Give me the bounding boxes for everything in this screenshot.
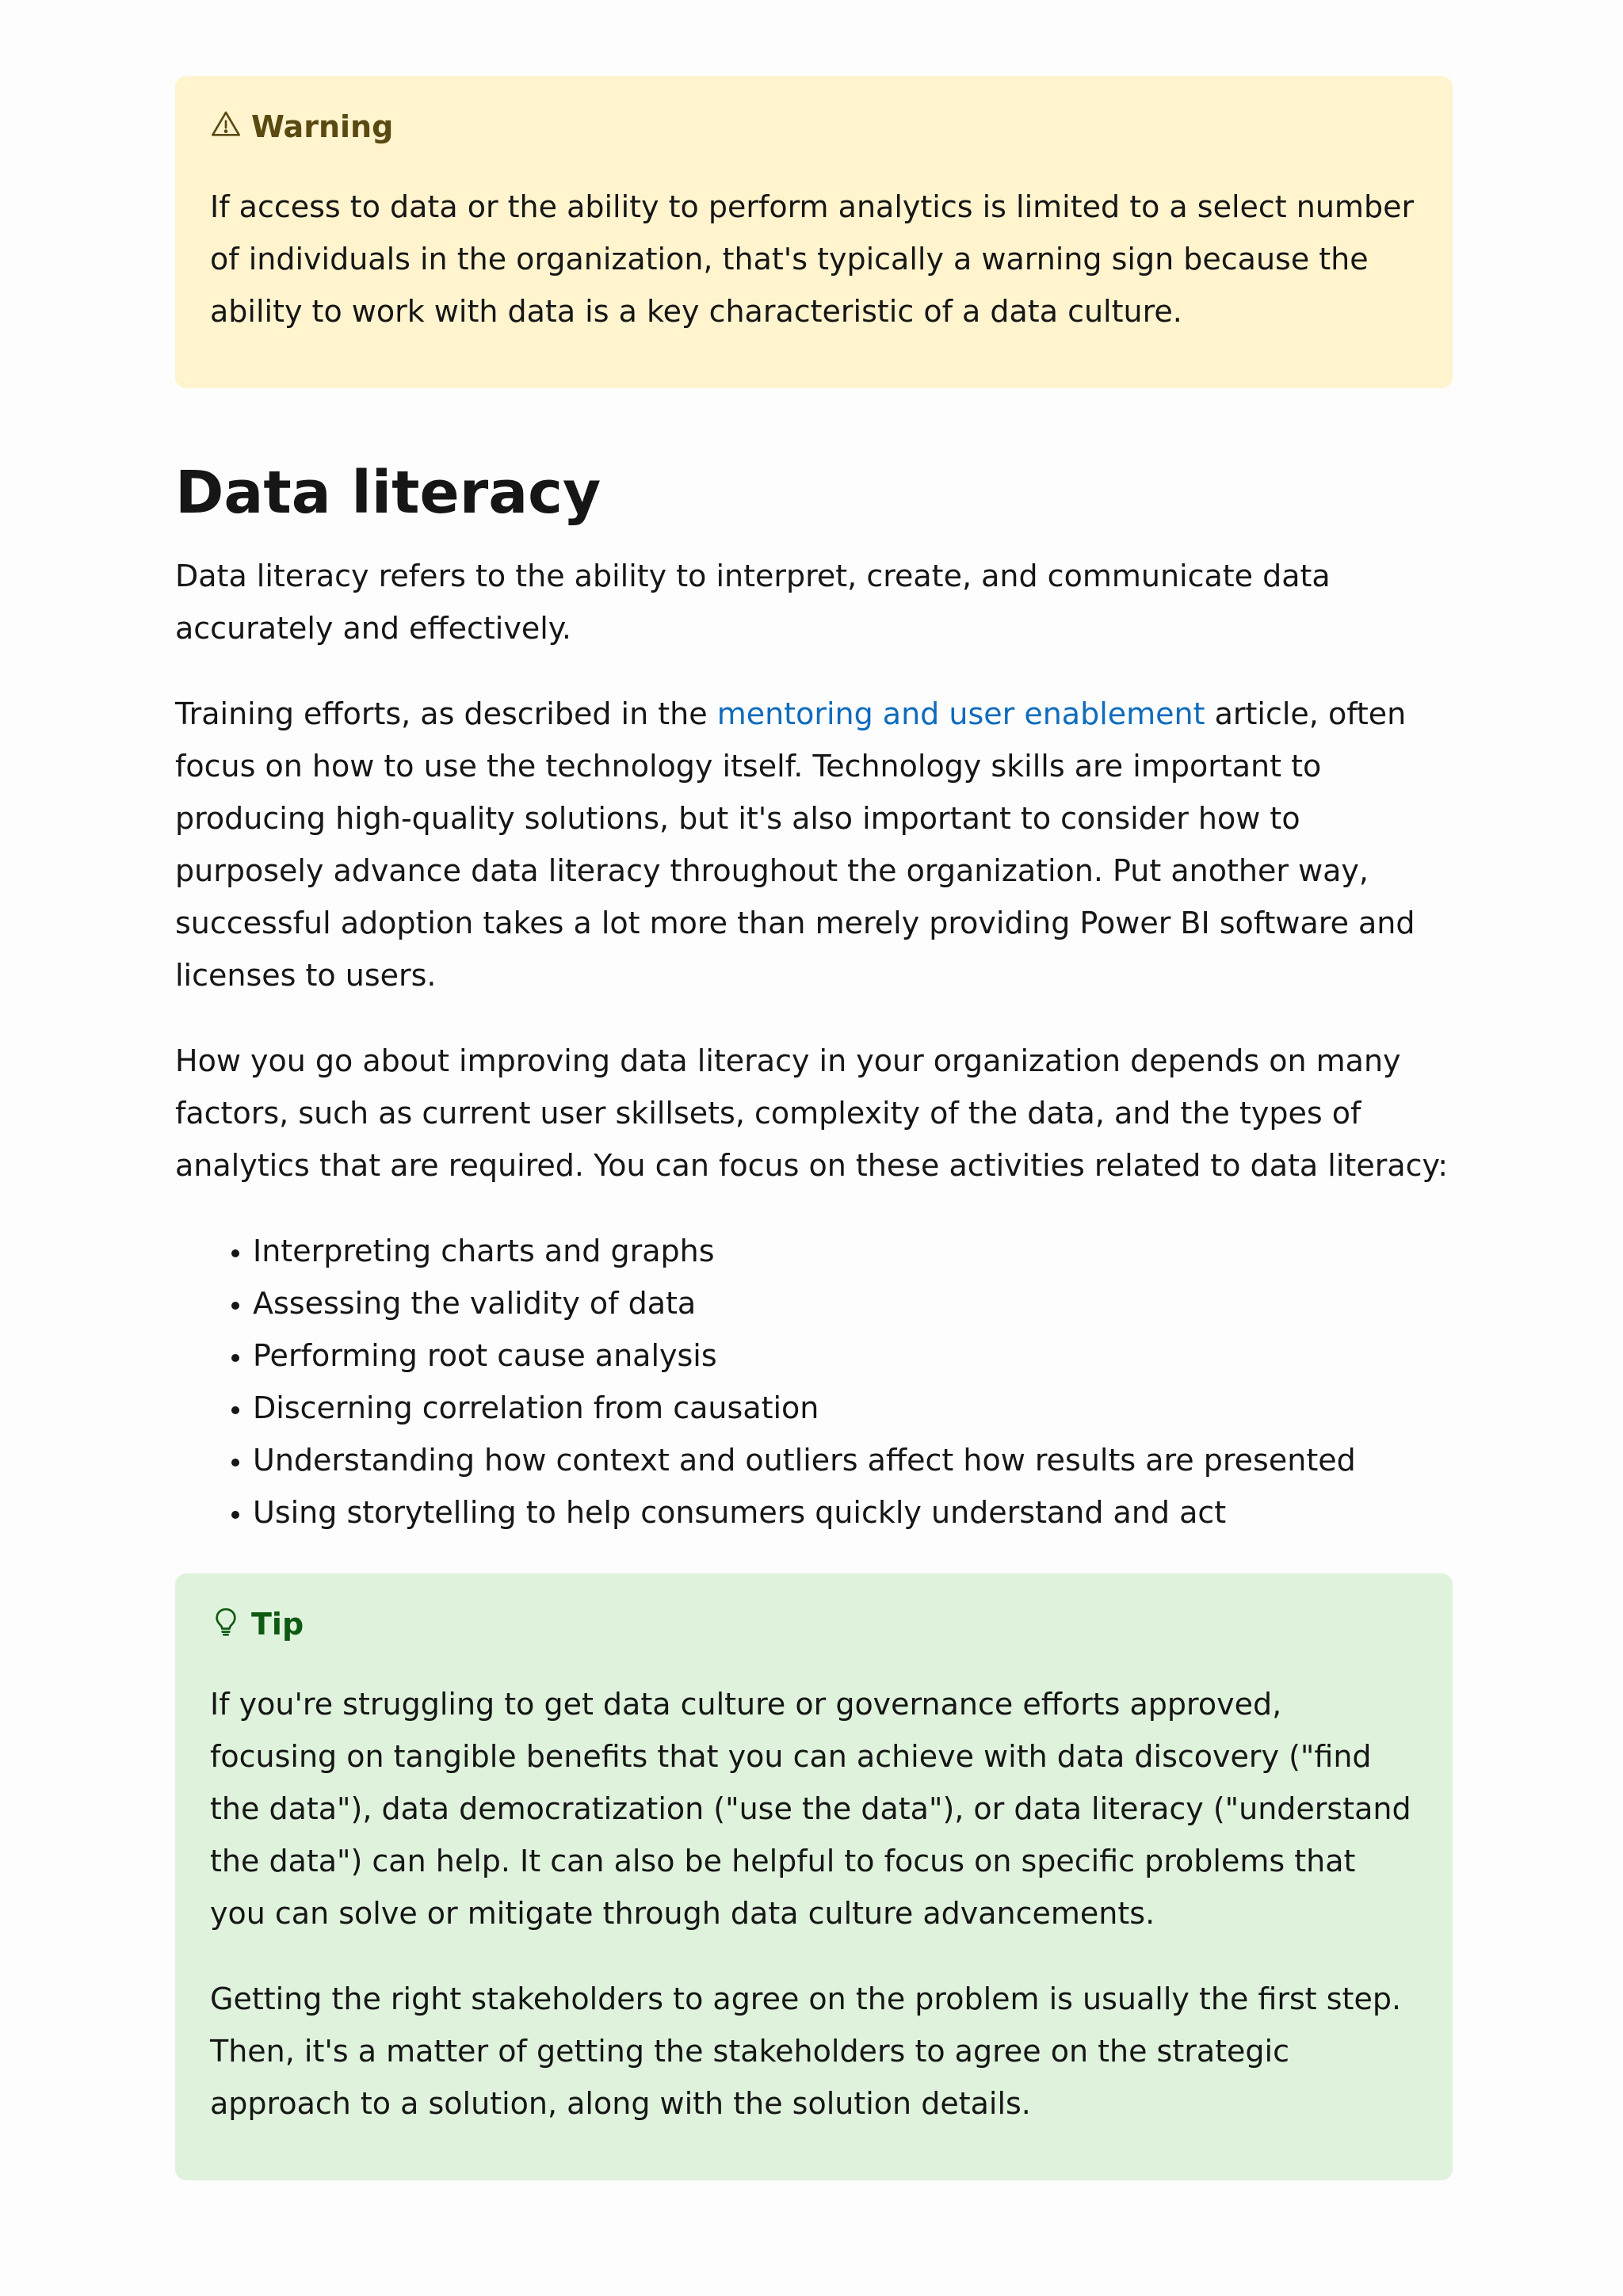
tip-title-text: Tip [251,1607,304,1642]
warning-text: If access to data or the ability to perform analytics is limited to a select number of individuals in the organization, that's typically a warning sign because the ability to work with data is a key characteristic of a data culture. [210,189,1415,329]
list-item: • Assessing the validity of data [253,1277,1453,1329]
warning-title [210,111,1418,143]
activities-list [175,1225,1453,1539]
paragraph-training-before: Training efforts, as described in the [175,696,717,731]
list-item: • Discerning correlation from causation [253,1382,1453,1434]
list-item: • Performing root cause analysis [253,1329,1453,1382]
list-item: • Using storytelling to help consumers quickly understand and act [253,1486,1453,1539]
paragraph-definition: Data literacy refers to the ability to interpret, create, and communicate data accurately and effectively. [175,559,1331,646]
list-item: • Understanding how context and outliers affect how results are presented [253,1434,1453,1486]
tip-text-1: If you're struggling to get data culture or governance efforts approved, focusing on tangible benefits that you can achieve with data discovery ("find the data"), data democratization ("use the data"), or data literacy ("understand the data") can help. It can also be helpful to focus on specific problems that you can solve or mitigate through data culture advancements. [210,1687,1411,1931]
warning-triangle-icon [210,109,251,145]
paragraph-training-after: article, often focus on how to use the technology itself. Technology skills are important to producing high-quality solutions, but it's also important to consider how to purposely advance data literacy throughout the organization. Put another way, successful adoption takes a lot more than merely providing Power BI software and licenses to users. [175,696,1415,993]
warning-title-text: Warning [251,109,394,144]
tip-title [210,1608,1418,1640]
paragraph-training [175,688,1453,1001]
warning-alert [175,76,1453,388]
tip-alert [175,1573,1453,2180]
section-heading: Data literacy [175,459,601,527]
tip-text-2: Getting the right stakeholders to agree on the problem is usually the first step. Then, it's a matter of getting the stakeholders to agree on the strategic approach to a solution, along with the solution details. [210,1981,1402,2121]
article-content [175,76,1453,2180]
mentoring-link[interactable]: mentoring and user enablement [716,696,1205,731]
lightbulb-icon [210,1606,251,1642]
list-item: • Interpreting charts and graphs [253,1225,1453,1277]
paragraph-improving: How you go about improving data literacy in your organization depends on many factors, such as current user skillsets, complexity of the data, and the types of analytics that are required. You can focus on these activities related to data literacy: [175,1043,1449,1183]
